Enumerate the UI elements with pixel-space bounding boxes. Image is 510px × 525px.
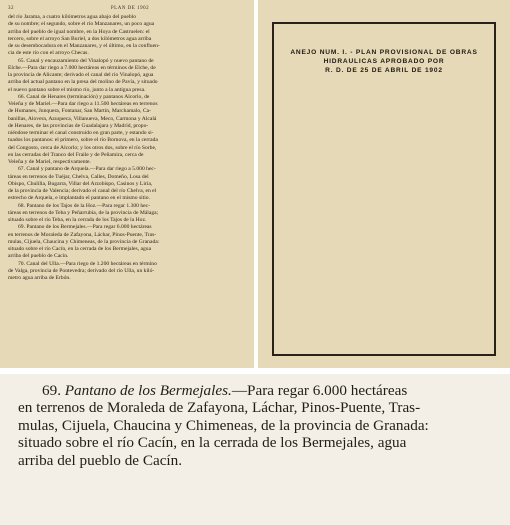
right-book-page [258,0,510,368]
annex-title-line: HIDRAULICAS APROBADO POR [323,58,445,65]
text-line: de Humanes, Junquera, Fontanar, San Martín, Marchamalo, Ca- [8,108,151,115]
text-line: 67. Canal y pantano de Arquela.—Para dar riego a 5.000 hec- [18,166,156,173]
annex-title-line: R. D. DE 25 DE ABRIL DE 1902 [325,67,443,74]
zoom-item-number: 69. [42,382,61,399]
text-line: la provincia de Alicante; derivado el canal del río Vinalopó, agua [8,72,154,78]
text-line: situado sobre el río Cacín, en la cerrada de los Bermejales, agua [8,246,152,252]
running-head-title: PLAN DE 1902 [110,6,150,11]
text-line: Veleña y de Mariel, respectivamente. [8,159,91,165]
text-line: tercero, sobre el arroyo San Buriel, a dos kilómetros agua arriba [8,35,152,42]
text-line: tuados los pantanos: el primero, sobre el río Bornova, en la cerrada [8,137,158,144]
text-line: táreas en terrenos de Tuéjar, Chelva, Calles, Domeño, Losa del [8,173,149,180]
text-line: 66. Canal de Henares (terminación) y pantanos Alcorlo, de [18,93,150,100]
zoom-line: en terrenos de Moraleda de Zafayona, Láchar, Pinos-Puente, Tras- [18,399,421,417]
text-line: 70. Canal del Ulla.—Para riego de 1.200 hectáreas en término [18,260,157,267]
text-line: táreas en terrenos de Teba y Peñarrubia, de la provincia de Málaga; [8,209,159,216]
running-head [8,6,246,11]
text-line: metro agua arriba de Erbón. [8,275,71,281]
text-line: de la provincia de Valencia; derivado el canal del río Chelva, en el [8,188,157,194]
text-line: el nuevo pantano sobre el mismo río, junto a la antigua presa. [8,86,146,93]
zoom-line: situado sobre el río Cacín, en la cerrada de los Bermejales, agua [18,434,407,452]
text-line: Obispo, Chulilla, Bugarra, Villar del Arzobispo, Casinos y Liria, [8,180,153,187]
text-line: del río Jarama, a cuatro kilómetros agua abajo del pueblo [8,14,136,20]
zoom-item-name: Pantano de los Bermejales. [64,382,232,399]
text-line: de Valga, provincia de Pontevedra; derivado del río Ulla, un kiló- [8,267,155,274]
text-line: arriba del pueblo de Cacín. [8,253,69,260]
zoom-line: arriba del pueblo de Cacín. [18,451,183,469]
text-line: arriba del actual pantano en la presa del molino de Pavía, y situado [8,79,158,86]
text-line: de su desembocadura en el Manzanares, y el último, en la confluen- [8,43,160,49]
text-line: de Henares, de las provincias de Guadalajara y Madrid, propo- [8,122,149,129]
text-line: en las cerradas del Tranco del Fraile y de Peñamira, cerca de [8,151,144,158]
text-line: arriba del pueblo de igual nombre, en la Hoya de Castruelen: el [8,28,150,35]
text-line: mulas, Cijuela, Chaucina y Chimeneas, de la provincia de Granada: [8,238,160,245]
text-line: 69. Pantano de los Bermejales.—Para regar 6.000 hectáreas [18,224,152,231]
zoom-line [18,382,500,399]
annex-title-frame [272,22,496,356]
page-body-text [8,14,246,282]
text-line: banillas, Alovera, Azuqueca, Villanueva, Meco, Carmona y Alcalá [8,115,157,122]
text-line: estrecho de Arquela, e implantado el pantano en el mismo sitio. [8,195,150,202]
left-book-page [0,0,254,368]
zoom-line-text: —Para regar 6.000 hectáreas [231,382,408,399]
zoomed-excerpt [0,374,510,525]
text-line: 68. Pantano de los Tajos de la Hoz.—Para regar 1.300 hec- [18,202,151,209]
annex-title [274,48,494,75]
text-line: del Congosto, cerca de Alcorlo; y los otros dos, sobre el río Sorbe, [8,144,157,151]
annex-title-line: ANEJO NUM. I. - PLAN PROVISIONAL DE OBRAS [290,49,478,56]
page-number: 32 [8,6,14,11]
text-line: Veleña y de Mariel.—Para dar riego a 11.500 hectáreas en terrenos [8,101,158,107]
zoom-line: mulas, Cijuela, Chaucina y Chimeneas, de la provincia de Granada: [18,416,429,434]
text-line: 65. Canal y encauzamiento del Vinalopó y nuevo pantano de [18,57,154,64]
text-line: cia de este río con el arroyo Checas. [8,50,89,57]
text-line: de su nombre; el segundo, sobre el río Manzanares, un poco agua [8,21,155,28]
text-line: Elche.—Para dar riego a 7.000 hectáreas en términos de Elche, de [8,64,156,71]
text-line: en terrenos de Moraleda de Zafayona, Láchar, Pinos-Puente, Tras- [8,231,157,238]
text-line: niéndose terminar el canal construido en gran parte, y estando si- [8,130,154,136]
text-line: situado sobre el río Teba, en la cerrada de los Tajos de la Hoz. [8,217,147,223]
